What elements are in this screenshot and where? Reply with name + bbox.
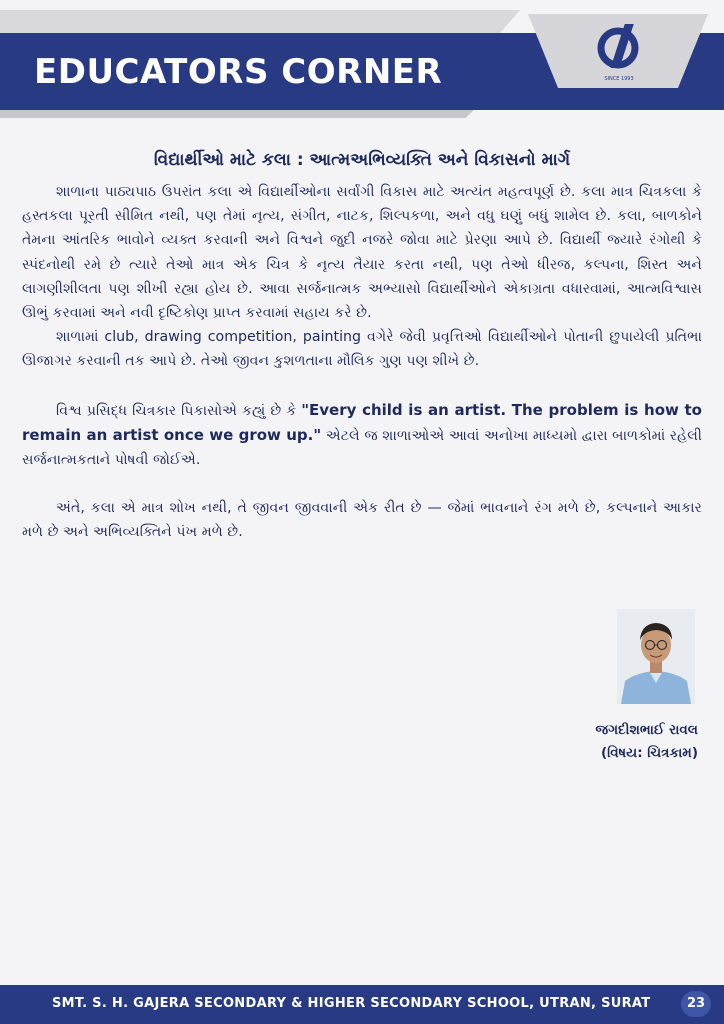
paragraph-3-intro: વિશ્વ પ્રસિદ્ધ ચિત્રકાર પિકાસોએ કહ્યું છે કે <box>56 402 297 419</box>
article-title: વિદ્યાર્થીઓ માટે કલા : આત્મઅભિવ્યક્તિ અને વિકાસનો માર્ગ <box>153 150 571 170</box>
picasso-quote: "Every child is an artist. The problem is how to remain an artist once we grow up." <box>22 400 702 444</box>
school-logo-icon <box>528 14 708 88</box>
footer-school-name: SMT. S. H. GAJERA SECONDARY & HIGHER SECONDARY SCHOOL, UTRAN, SURAT <box>52 996 651 1011</box>
page-number: 23 <box>681 991 711 1017</box>
author-photo <box>617 609 695 704</box>
section-title: EDUCATORS CORNER <box>34 52 443 92</box>
author-subject: (વિષય: ચિત્રકામ) <box>600 745 698 761</box>
header-accent-gray <box>0 10 520 34</box>
paragraph-3-rest: એટલે જ શાળાઓએ આવાં અનોખા માધ્યમો દ્વારા બાળકોમાં રહેલી સર્જનાત્મકતાને પોષવી જોઈએ. <box>22 427 702 469</box>
article-body <box>22 180 702 545</box>
author-name: જગદીશભાઈ રાવલ <box>595 722 698 738</box>
paragraph-2: શાળામાં club, drawing competition, painting વગેરે જેવી પ્રવૃત્તિઓ વિદ્યાર્થીઓને પોતાની છુપાયેલી પ્રતિભા ઊજાગર કરવાની તક આપે છે. તેઓ જીવન કુશળતાના મૌલિક ગુણ પણ શીખે છે. <box>22 329 702 370</box>
paragraph-1: શાળાના પાઠ્યપાઠ ઉપરાંત કલા એ વિદ્યાર્થીઓના સર્વાંગી વિકાસ માટે અત્યંત મહત્વપૂર્ણ છે. કલા માત્ર ચિત્રકલા કે હસ્તકલા પૂરતી સીમિત નથી, પણ તેમાં નૃત્ય, સંગીત, નાટક, શિલ્પકળા, અને વધુ ઘણું બધું શામેલ છે. કલા, બાળકોને તેમના આંતરિક ભાવોને વ્યક્ત કરવાની અને વિશ્વને જુદી નજરે જોવા માટે પ્રેરણા આપે છે. વિદ્યાર્થી જ્યારે રંગોથી કે સ્પંદનોથી રમે છે ત્યારે તેઓ માત્ર એક ચિત્ર કે નૃત્ય તૈયાર કરતા નથી, પણ તેઓ ધીરજ, કલ્પના, શિસ્ત અને લાગણીશીલતા પણ શીખી રહ્યા હોય છે. આવા સર્જનાત્મક અભ્યાસો વિદ્યાર્થીઓને એકાગ્રતા વધારવામાં, આત્મવિશ્વાસ ઊભું કરવામાં અને નવી દૃષ્ટિકોણ પ્રાપ્ત કરવામાં સહાય કરે છે. <box>22 184 702 322</box>
paragraph-4: અંતે, કલા એ માત્ર શોખ નથી, તે જીવન જીવવાની એક રીત છે — જેમાં ભાવનાને રંગ મળે છે, કલ્પનાને આકાર મળે છે અને અભિવ્યક્તિને પંખ મળે છે. <box>22 500 702 541</box>
paragraph-3 <box>22 398 702 473</box>
logo-tagline: SINCE 1993 <box>604 76 634 82</box>
